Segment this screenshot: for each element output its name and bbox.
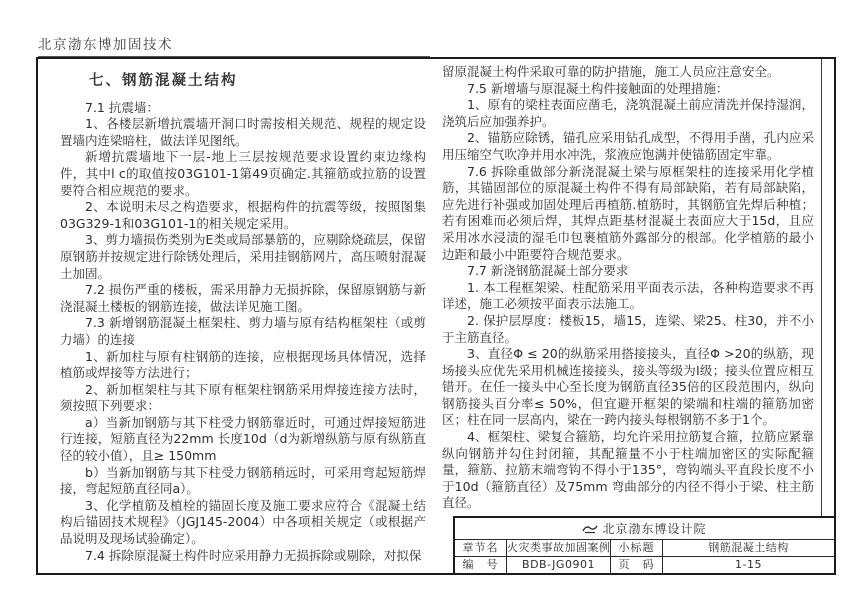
title-block-institute-row — [455, 518, 834, 540]
paragraph: 1、各楼层新增抗震墙开洞口时需按相关规范、规程的规定设置墙内连梁暗柱，做法详见图纸。 — [60, 116, 426, 148]
paragraph: 2. 保护层厚度：楼板15，墙15，连梁、梁25、柱30，并不小于主筋直径。 — [442, 312, 814, 345]
institute-logo-icon — [582, 523, 598, 534]
page-number: 1-15 — [735, 558, 762, 571]
paragraph: 1、新加柱与原有柱钢筋的连接，应根据现场具体情况，选择植筋或焊接等方法进行； — [60, 348, 426, 381]
paragraph: 留原混凝土构件采取可靠的防护措施，施工人员应注意安全。 — [442, 64, 780, 79]
running-header: 北京渤东博加固技术 — [38, 33, 430, 57]
paragraph: 3、化学植筋及植栓的锚固长度及施工要求应符合《混凝土结构后锚固技术规程》（JGJ145-2004）中各项相关规定（或根据产品说明及现场试验确定）。 — [60, 497, 426, 547]
paragraph: 7.4 拆除原混凝土构件时应采用静力无损拆除或剔除，对拟保 — [85, 547, 422, 563]
subtitle-label: 小标题 — [611, 540, 663, 557]
institute-name: 北京渤东博设计院 — [602, 522, 707, 536]
subtitle-name: 钢筋混凝土结构 — [663, 540, 834, 557]
paragraph: 7.3 新增钢筋混凝土框架柱、剪力墙与原有结构框架柱（或剪力墙）的连接 — [60, 315, 426, 347]
number-label: 编 号 — [455, 557, 507, 573]
paragraph: 7.7 新浇钢筋混凝土部分要求 — [467, 263, 629, 279]
text-column-right — [442, 64, 814, 512]
paragraph: 4、框架柱、梁复合箍筋，均允许采用拉筋复合箍，拉筋应紧靠纵向钢筋并勾住封闭箍，其配箍量不小于柱端加密区的实际配箍量，箍筋、拉筋末端弯钩不得小于135°，弯钩端头平直段长度不小于10d（箍筋直径）及75mm 弯曲部分的内径不得小于梁、柱主筋直径。 — [442, 429, 814, 511]
paragraph: 7.5 新增墙与原混凝土构件接触面的处理措施： — [467, 80, 729, 96]
text-column-left — [60, 73, 426, 564]
paragraph: 3、剪力墙损伤类别为E类或局部暴筋的，应剔除烧疏层，保留原钢筋并按规定进行除锈处理后，采用挂钢筋网片，高压喷射混凝土加固。 — [60, 232, 426, 281]
paragraph: 2、本说明未尽之构造要求，根据构件的抗震等级，按照图集03G329-1和03G101-1的相关规定采用。 — [60, 199, 426, 231]
paragraph: b）当新加钢筋与其下柱受力钢筋稍远时，可采用弯起短筋焊接，弯起短筋直径同a）。 — [60, 464, 426, 497]
chapter-label: 章节名 — [455, 540, 507, 557]
paragraph: 2、新加框架柱与其下原有框架柱钢筋采用焊接连接方法时，须按照下列要求： — [60, 381, 426, 414]
section-title: 七、钢筋混凝土结构 — [89, 73, 238, 89]
paragraph: 1. 本工程框架梁、柱配筋采用平面表示法，各种构造要求不再详述，施工必须按平面表示法施工。 — [442, 279, 814, 312]
left-paragraphs — [60, 100, 426, 565]
paragraph: 7.6 拆除重做部分新浇混凝土梁与原框架柱的连接采用化学植筋，其锚固部位的原混凝土构件不得有局部缺陷，若有局部缺陷，应先进行补强或加固处理后再植筋.植筋时，其钢筋宜先焊后种植；若有困难而必须后焊，其焊点距基材混凝土表面应大于15d，且应采用冰水浸渍的湿毛巾包裹植筋外露部分的根部。化学植筋的最小边距和最小中距要符合规范要求。 — [442, 163, 814, 262]
paragraph: 3、直径Φ ≤ 20的纵筋采用搭接接头，直径Φ >20的纵筋，现场接头应优先采用机械连接接头，接头等级为Ⅰ级；接头位置应相互错开。在任一接头中心至长度为钢筋直径35倍的区段范围内，纵向钢筋接头百分率≤ 50%，但宜避开框架的梁端和柱端的箍筋加密区；柱在同一层高内，梁在一跨内接头每根钢筋不多于1个。 — [442, 346, 814, 428]
paragraph: 1、原有的梁柱表面应凿毛，浇筑混凝土前应清洗并保持湿润，浇筑后应加强养护。 — [442, 97, 814, 129]
right-paragraphs — [442, 64, 814, 512]
page-label: 页 码 — [611, 557, 663, 573]
paragraph: 新增抗震墙地下一层-地上三层按规范要求设置约束边缘构件，其中l c的取值按03G101-1第49页确定.其箍筋或拉筋的设置要符合相应规范的要求。 — [60, 149, 426, 198]
frame-inner-border — [821, 59, 822, 573]
paragraph: 2、锚筋应除锈，锚孔应采用钻孔成型，不得用手凿，孔内应采用压缩空气吹净并用水冲洗，浆液应饱满并使锚筋固定牢靠。 — [442, 130, 814, 162]
title-block — [453, 516, 834, 573]
title-block-table — [455, 540, 834, 573]
drawing-number: BDB-JG0901 — [507, 557, 611, 573]
paragraph: 7.2 损伤严重的楼板，需采用静力无损拆除，保留原钢筋与新浇混凝土楼板的钢筋连接，做法详见施工图。 — [60, 282, 426, 314]
paragraph: 7.1 抗震墙： — [85, 99, 159, 115]
drawing-frame — [36, 57, 836, 575]
paragraph: a）当新加钢筋与其下柱受力钢筋靠近时，可通过焊接短筋进行连接，短筋直径为22mm 长度10d（d为新增纵筋与原有纵筋直径的较小值），且≥ 150mm — [60, 414, 426, 464]
chapter-name: 火灾类事故加固案例 — [507, 540, 611, 557]
